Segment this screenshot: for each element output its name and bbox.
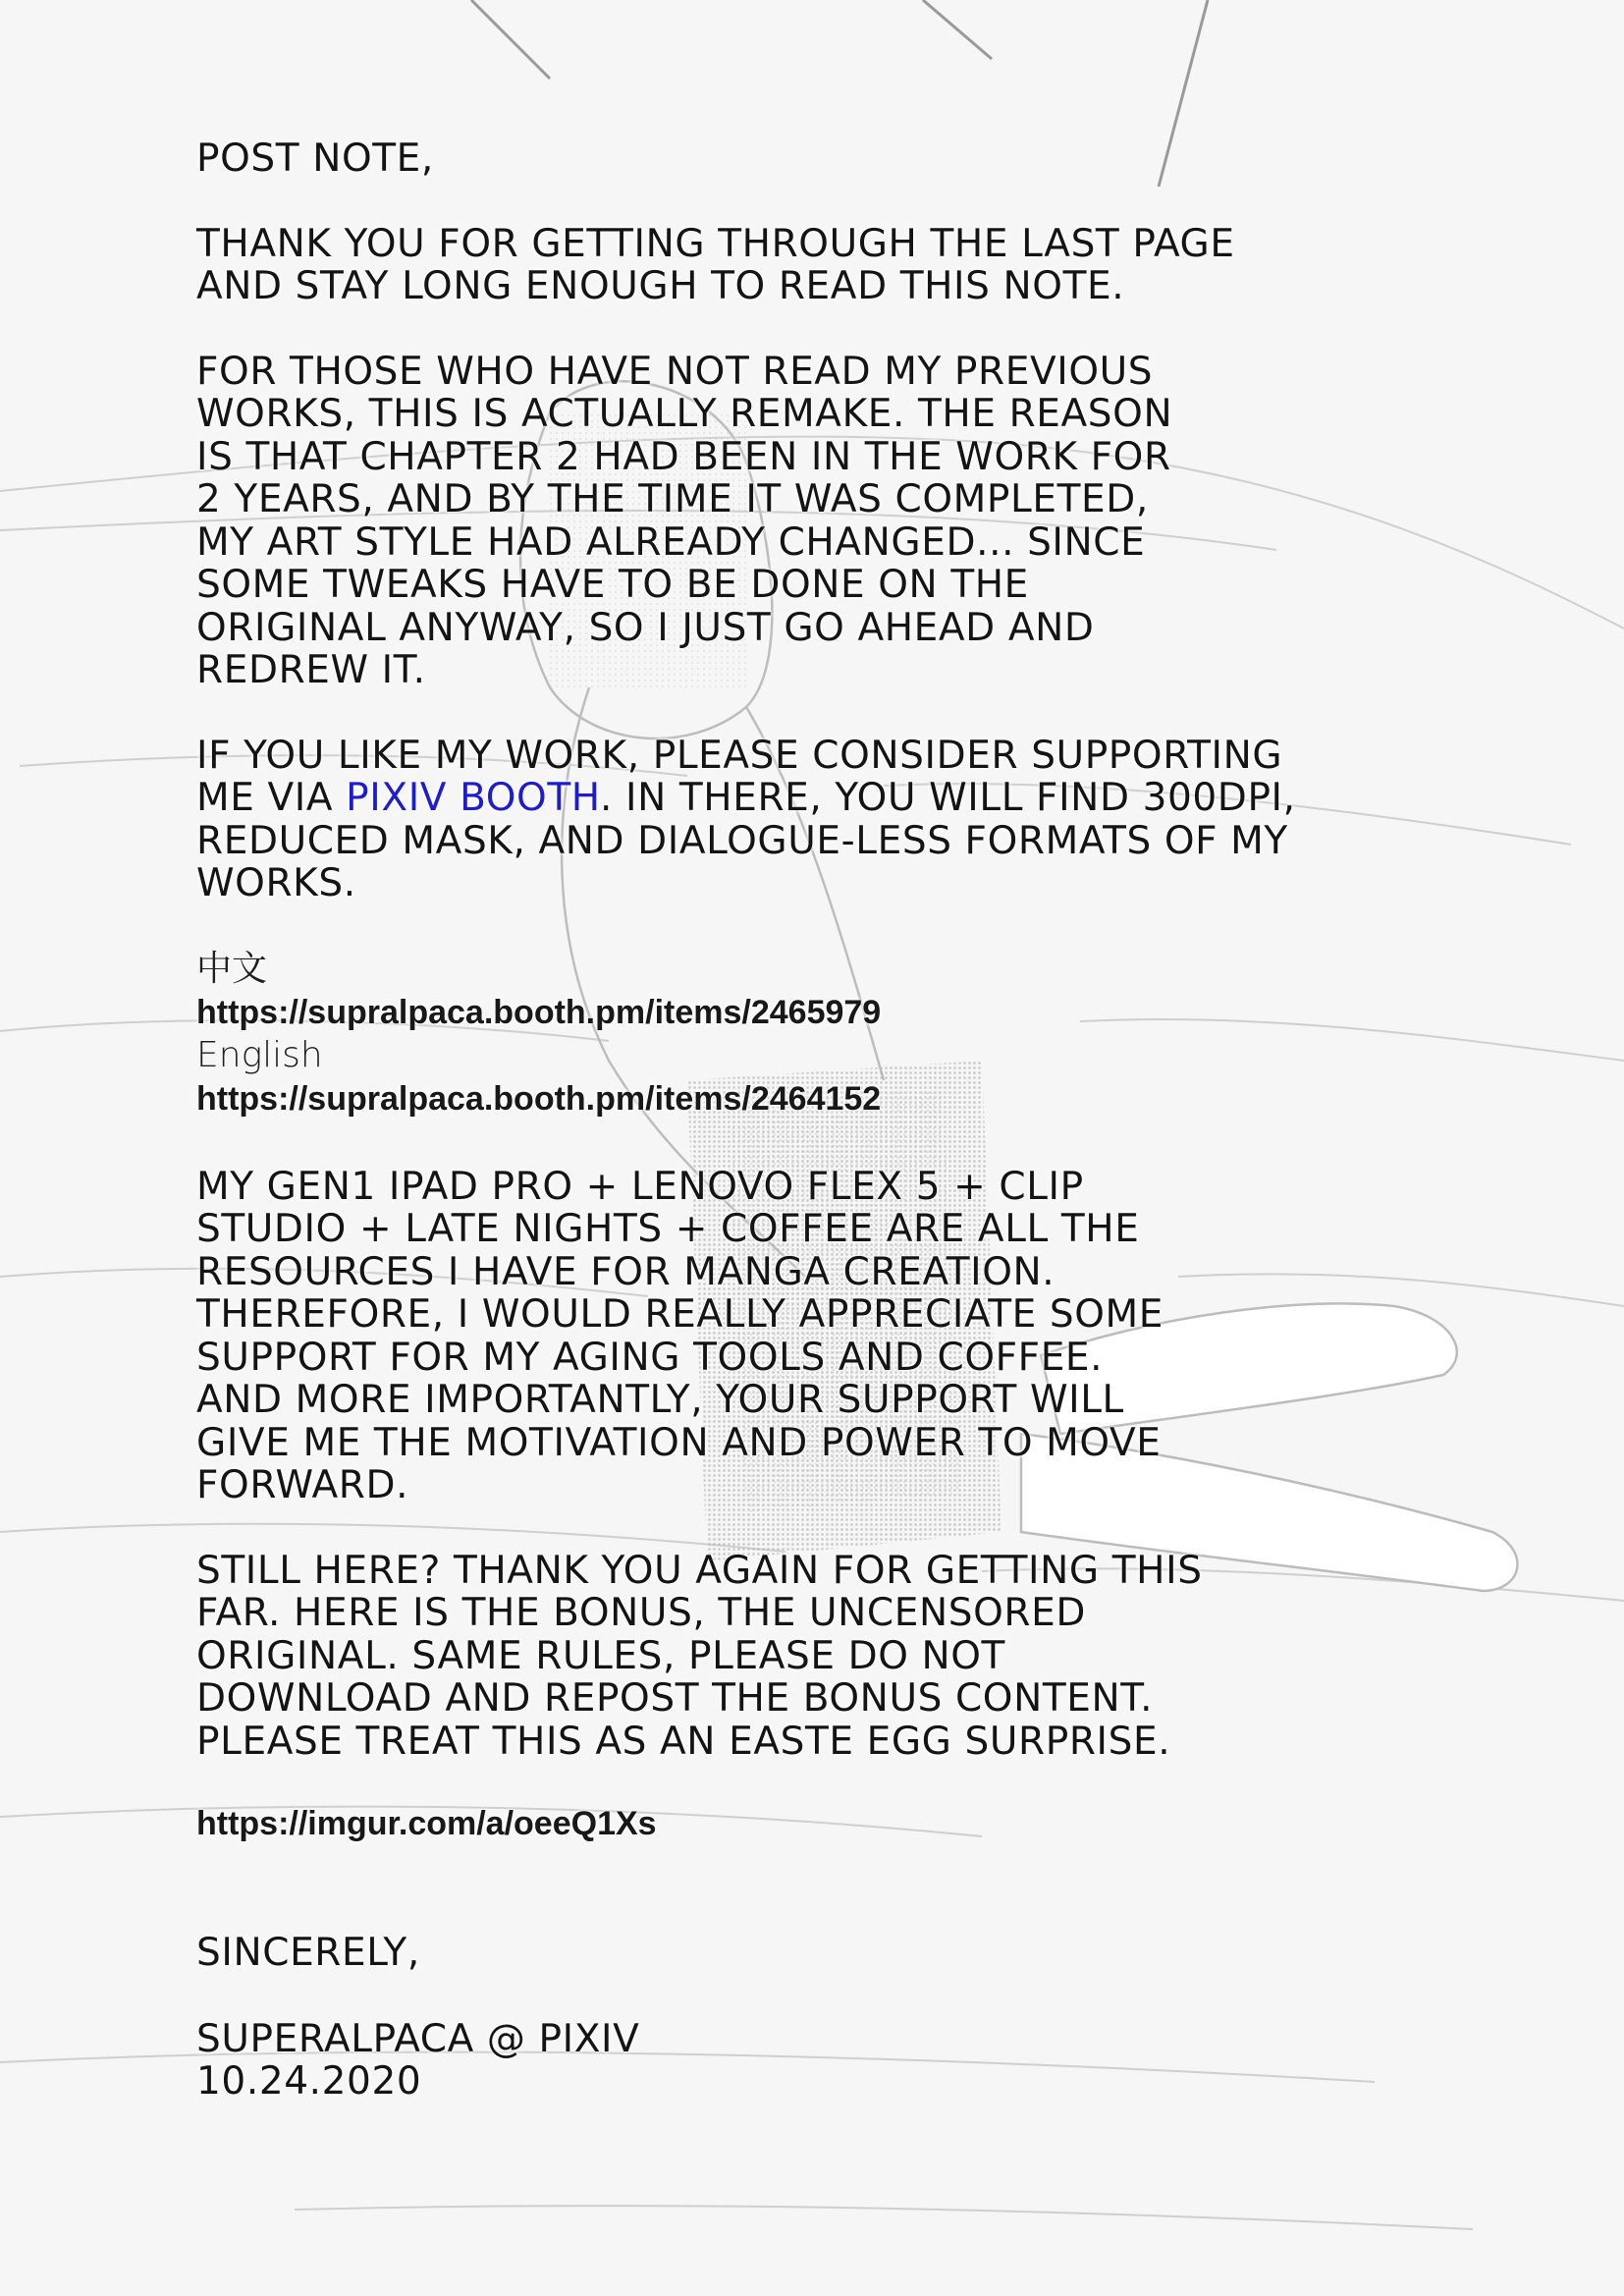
bonus-line: FAR. HERE IS THE BONUS, THE UNCENSORED bbox=[196, 1591, 1086, 1635]
bonus-line: PLEASE TREAT THIS AS AN EASTE EGG SURPRISE. bbox=[196, 1719, 1171, 1764]
remake-line: 2 YEARS, AND BY THE TIME IT WAS COMPLETED, bbox=[196, 477, 1149, 521]
resources-line: THEREFORE, I WOULD REALLY APPRECIATE SOME bbox=[196, 1292, 1164, 1337]
support-text-after: . IN THERE, YOU WILL FIND 300DPI, REDUCED MASK, AND DIALOGUE-LESS FORMATS OF MY WORKS. bbox=[196, 776, 1296, 905]
resources-line: STUDIO + LATE NIGHTS + COFFEE ARE ALL THE bbox=[196, 1207, 1140, 1251]
remake-line: REDREW IT. bbox=[196, 648, 426, 692]
signoff bbox=[196, 1932, 1296, 2104]
store-links bbox=[196, 948, 1296, 1121]
bonus-line: STILL HERE? THANK YOU AGAIN FOR GETTING THIS bbox=[196, 1548, 1203, 1593]
bonus-paragraph bbox=[196, 1550, 1296, 1764]
thanks-paragraph: THANK YOU FOR GETTING THROUGH THE LAST PAGE AND STAY LONG ENOUGH TO READ THIS NOTE. bbox=[196, 221, 1235, 308]
english-label: English bbox=[196, 1034, 323, 1075]
resources-line: MY GEN1 IPAD PRO + LENOVO FLEX 5 + CLIP bbox=[196, 1164, 1084, 1209]
resources-line: AND MORE IMPORTANTLY, YOUR SUPPORT WILL bbox=[196, 1378, 1124, 1422]
author-signature: SUPERALPACA @ PIXIV bbox=[196, 2016, 640, 2061]
pixiv-booth-link[interactable]: PIXIV BOOTH bbox=[346, 776, 600, 820]
bonus-line: ORIGINAL. SAME RULES, PLEASE DO NOT bbox=[196, 1633, 1005, 1678]
afterword-note bbox=[196, 137, 1296, 2104]
support-text-before: IF YOU LIKE MY WORK, PLEASE CONSIDER SUPPORTING ME VIA bbox=[196, 733, 1283, 820]
remake-line: SOME TWEAKS HAVE TO BE DONE ON THE bbox=[196, 563, 1029, 607]
remake-paragraph bbox=[196, 351, 1296, 692]
note-date: 10.24.2020 bbox=[196, 2059, 422, 2104]
bonus-url[interactable]: https://imgur.com/a/oeeQ1Xs bbox=[196, 1805, 657, 1842]
sincerely-text: SINCERELY, bbox=[196, 1931, 420, 1975]
resources-line: FORWARD. bbox=[196, 1463, 409, 1507]
resources-line: RESOURCES I HAVE FOR MANGA CREATION. bbox=[196, 1249, 1056, 1294]
resources-line: SUPPORT FOR MY AGING TOOLS AND COFFEE. bbox=[196, 1335, 1104, 1380]
remake-line: MY ART STYLE HAD ALREADY CHANGED... SINCE bbox=[196, 519, 1146, 565]
chinese-label: 中文 bbox=[196, 948, 268, 989]
resources-line: GIVE ME THE MOTIVATION AND POWER TO MOVE bbox=[196, 1420, 1162, 1465]
bonus-line: DOWNLOAD AND REPOST THE BONUS CONTENT. bbox=[196, 1676, 1154, 1721]
remake-line: ORIGINAL ANYWAY, SO I JUST GO AHEAD AND bbox=[196, 605, 1095, 650]
note-heading: POST NOTE, bbox=[196, 137, 434, 181]
remake-line: FOR THOSE WHO HAVE NOT READ MY PREVIOUS bbox=[196, 349, 1154, 394]
remake-line: WORKS, THIS IS ACTUALLY REMAKE. THE REASON bbox=[196, 392, 1173, 436]
support-paragraph bbox=[196, 735, 1296, 905]
remake-line: IS THAT CHAPTER 2 HAD BEEN IN THE WORK FOR bbox=[196, 434, 1171, 479]
english-store-url[interactable]: https://supralpaca.booth.pm/items/2464152 bbox=[196, 1079, 882, 1118]
resources-paragraph bbox=[196, 1166, 1296, 1507]
chinese-store-url[interactable]: https://supralpaca.booth.pm/items/2465979 bbox=[196, 993, 882, 1031]
